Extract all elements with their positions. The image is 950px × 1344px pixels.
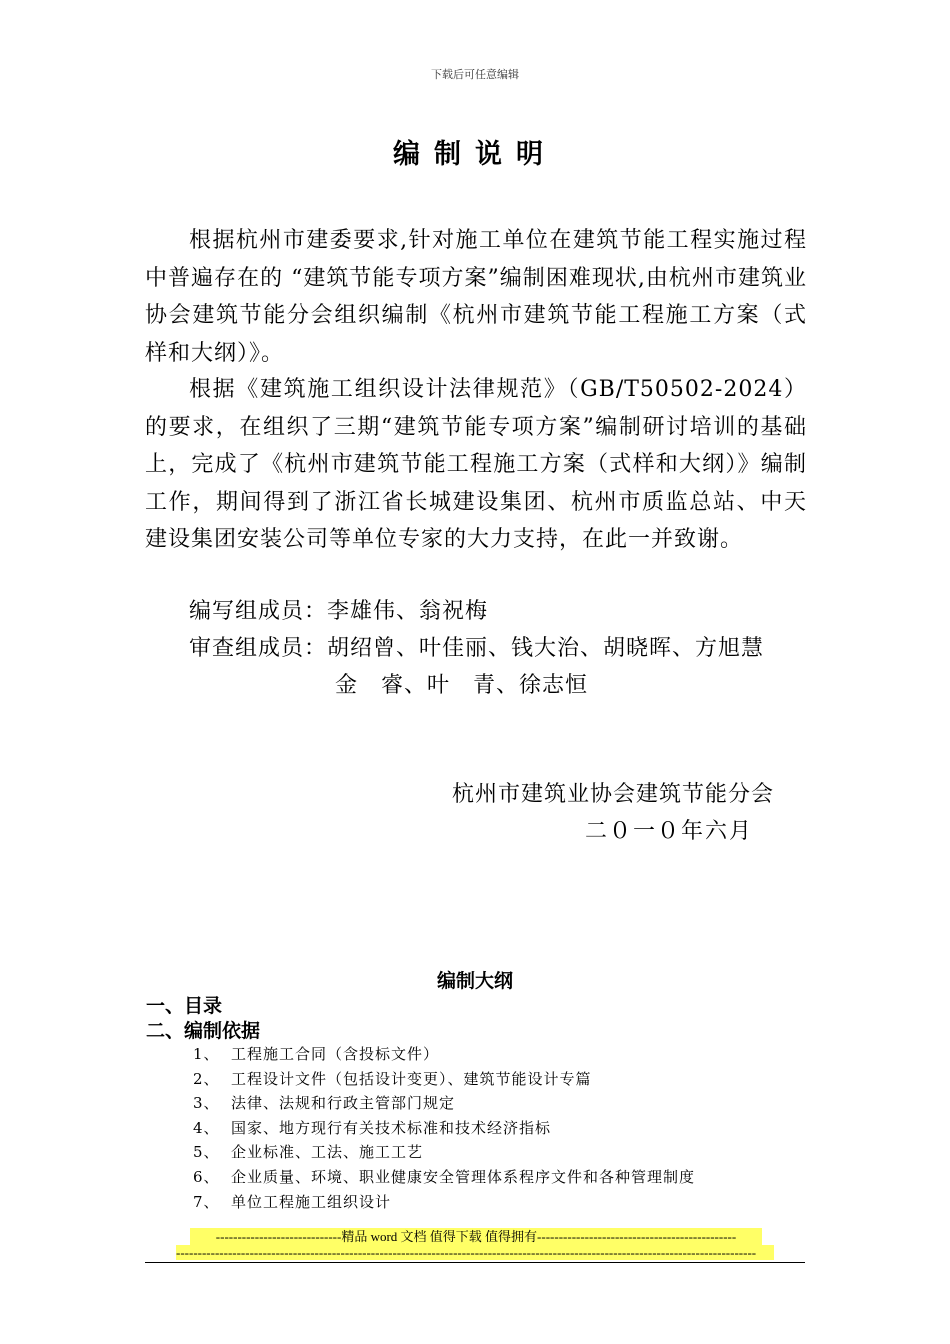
list-item-text: 企业标准、工法、施工工艺 [231,1143,424,1162]
outline-title: 编制大纲 [436,970,513,992]
signature-date: 二０一０年六月 [585,819,754,844]
list-item-number: 1、 [193,1045,220,1063]
list-item [193,1190,695,1215]
section-heading-contents: 一、目录 [146,995,223,1017]
writers-line: 编写组成员：李雄伟、翁祝梅 [189,599,489,624]
signature-org: 杭州市建筑业协会建筑节能分会 [452,782,775,807]
list-item-number: 2、 [193,1069,220,1088]
list-item-number: 4、 [193,1118,220,1137]
section-heading-basis: 二、编制依据 [146,1020,261,1042]
list-item-text: 法律、法规和行政主管部门规定 [231,1094,456,1113]
footer-dash-line: -------------------------------------------------------------------------------------------------------------------------------------- [176,1245,774,1260]
reviewers-line-continued: 金 睿、叶 青、徐志恒 [335,673,589,698]
list-item-text: 国家、地方现行有关技术标准和技术经济指标 [231,1118,552,1137]
reviewers-line: 审查组成员：胡绍曾、叶佳丽、钱大治、胡晓晖、方旭慧 [189,636,765,661]
list-item-number: 7、 [193,1192,220,1211]
page-title: 编制说明 [393,139,557,170]
basis-list [193,1042,695,1214]
list-item-number: 3、 [193,1094,220,1113]
list-item [193,1067,695,1092]
list-item-number: 5、 [193,1143,220,1162]
list-item [193,1140,695,1165]
list-item-text: 企业质量、环境、职业健康安全管理体系程序文件和各种管理制度 [231,1167,696,1186]
footer-divider [145,1262,805,1263]
list-item [193,1165,695,1190]
header-note: 下载后可任意编辑 [431,68,519,81]
paragraph-intro: 根据杭州市建委要求,针对施工单位在建筑节能工程实施过程中普遍存在的 “建筑节能专项方案”编制困难现状,由杭州市建筑业协会建筑节能分会组织编制《杭州市建筑节能工程施工方案（式样和大纲）》。 [145,228,807,366]
list-item-text: 工程设计文件（包括设计变更）、建筑节能设计专篇 [231,1069,592,1088]
list-item [193,1116,695,1141]
list-item-text: 单位工程施工组织设计 [231,1192,392,1211]
paragraph-acknowledgement: 根据《建筑施工组织设计法律规范》（GB/T50502-2024）的要求，在组织了三期“建筑节能专项方案”编制研讨培训的基础上，完成了《杭州市建筑节能工程施工方案（式样和大纲）》编制工作，期间得到了浙江省长城建设集团、杭州市质监总站、中天建设集团安装公司等单位专家的大力支持，在此一并致谢。 [145,377,807,552]
list-item-text: 工程施工合同（含投标文件） [231,1045,440,1063]
list-item [193,1042,695,1067]
list-item [193,1091,695,1116]
footer-banner: -----------------------------精品 word 文档 值得下载 值得拥有---------------------------------------------- [190,1228,762,1245]
list-item-number: 6、 [193,1167,220,1186]
